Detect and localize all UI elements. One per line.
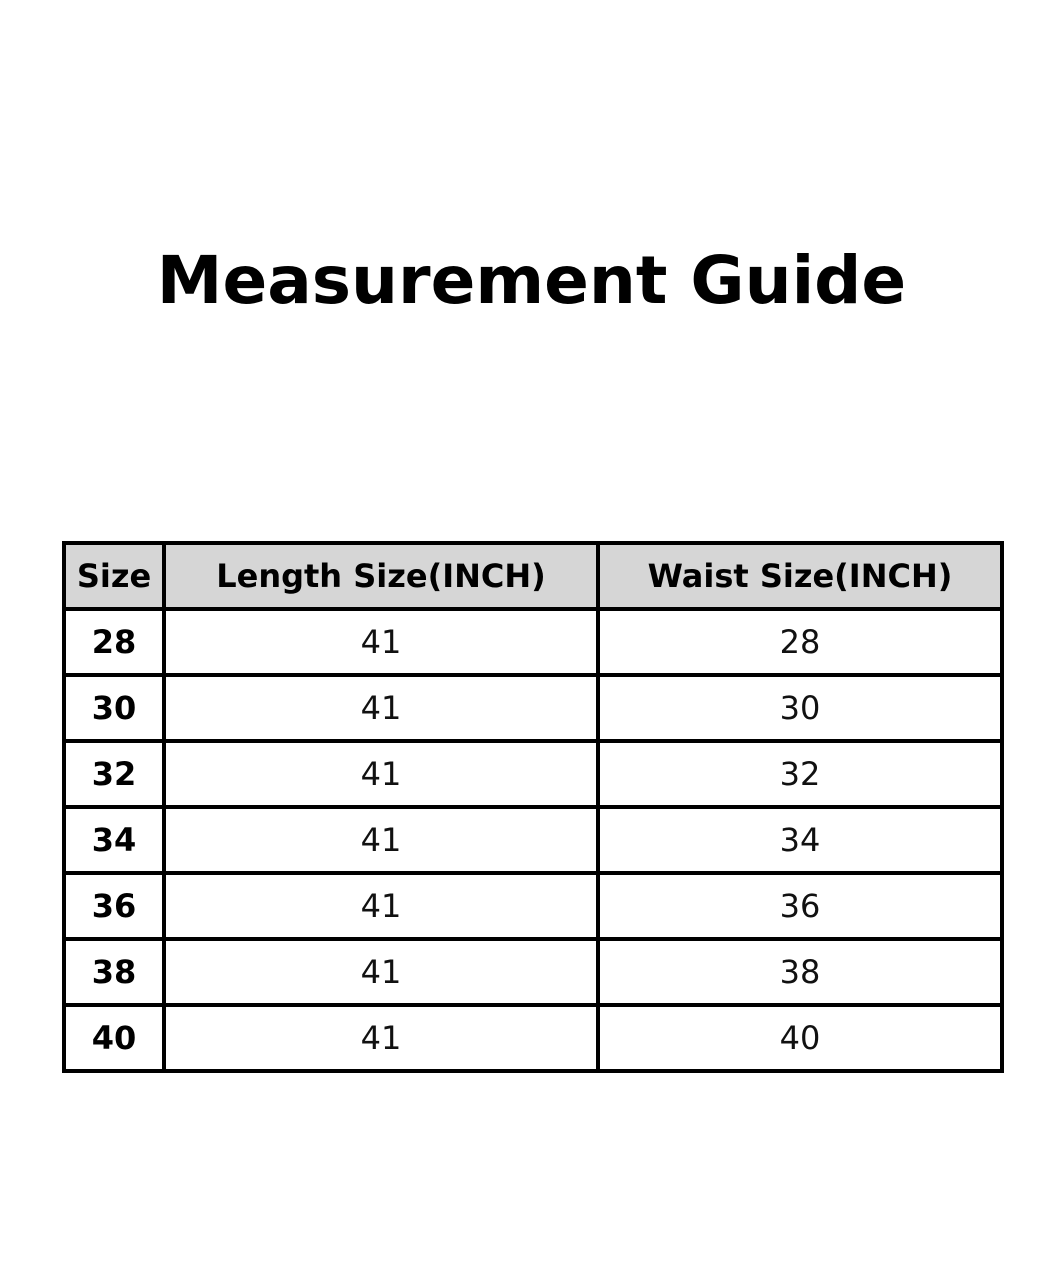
size-cell: 34 xyxy=(64,807,164,873)
table-header-row xyxy=(64,543,1002,609)
size-cell: 28 xyxy=(64,609,164,675)
waist-cell: 30 xyxy=(598,675,1002,741)
length-cell: 41 xyxy=(164,741,598,807)
size-cell: 40 xyxy=(64,1005,164,1071)
table-row xyxy=(64,741,1002,807)
column-header-waist: Waist Size(INCH) xyxy=(598,543,1002,609)
length-cell: 41 xyxy=(164,609,598,675)
measurement-table xyxy=(62,541,1004,1073)
waist-cell: 34 xyxy=(598,807,1002,873)
waist-cell: 38 xyxy=(598,939,1002,1005)
waist-cell: 36 xyxy=(598,873,1002,939)
table-row xyxy=(64,675,1002,741)
table-row xyxy=(64,939,1002,1005)
page-title: Measurement Guide xyxy=(156,242,907,319)
length-cell: 41 xyxy=(164,807,598,873)
waist-cell: 40 xyxy=(598,1005,1002,1071)
length-cell: 41 xyxy=(164,939,598,1005)
table-row xyxy=(64,807,1002,873)
length-cell: 41 xyxy=(164,675,598,741)
length-cell: 41 xyxy=(164,873,598,939)
table-row xyxy=(64,873,1002,939)
size-cell: 32 xyxy=(64,741,164,807)
size-cell: 38 xyxy=(64,939,164,1005)
size-cell: 36 xyxy=(64,873,164,939)
waist-cell: 32 xyxy=(598,741,1002,807)
column-header-size: Size xyxy=(64,543,164,609)
table-row xyxy=(64,1005,1002,1071)
length-cell: 41 xyxy=(164,1005,598,1071)
table-row xyxy=(64,609,1002,675)
column-header-length: Length Size(INCH) xyxy=(164,543,598,609)
size-cell: 30 xyxy=(64,675,164,741)
waist-cell: 28 xyxy=(598,609,1002,675)
